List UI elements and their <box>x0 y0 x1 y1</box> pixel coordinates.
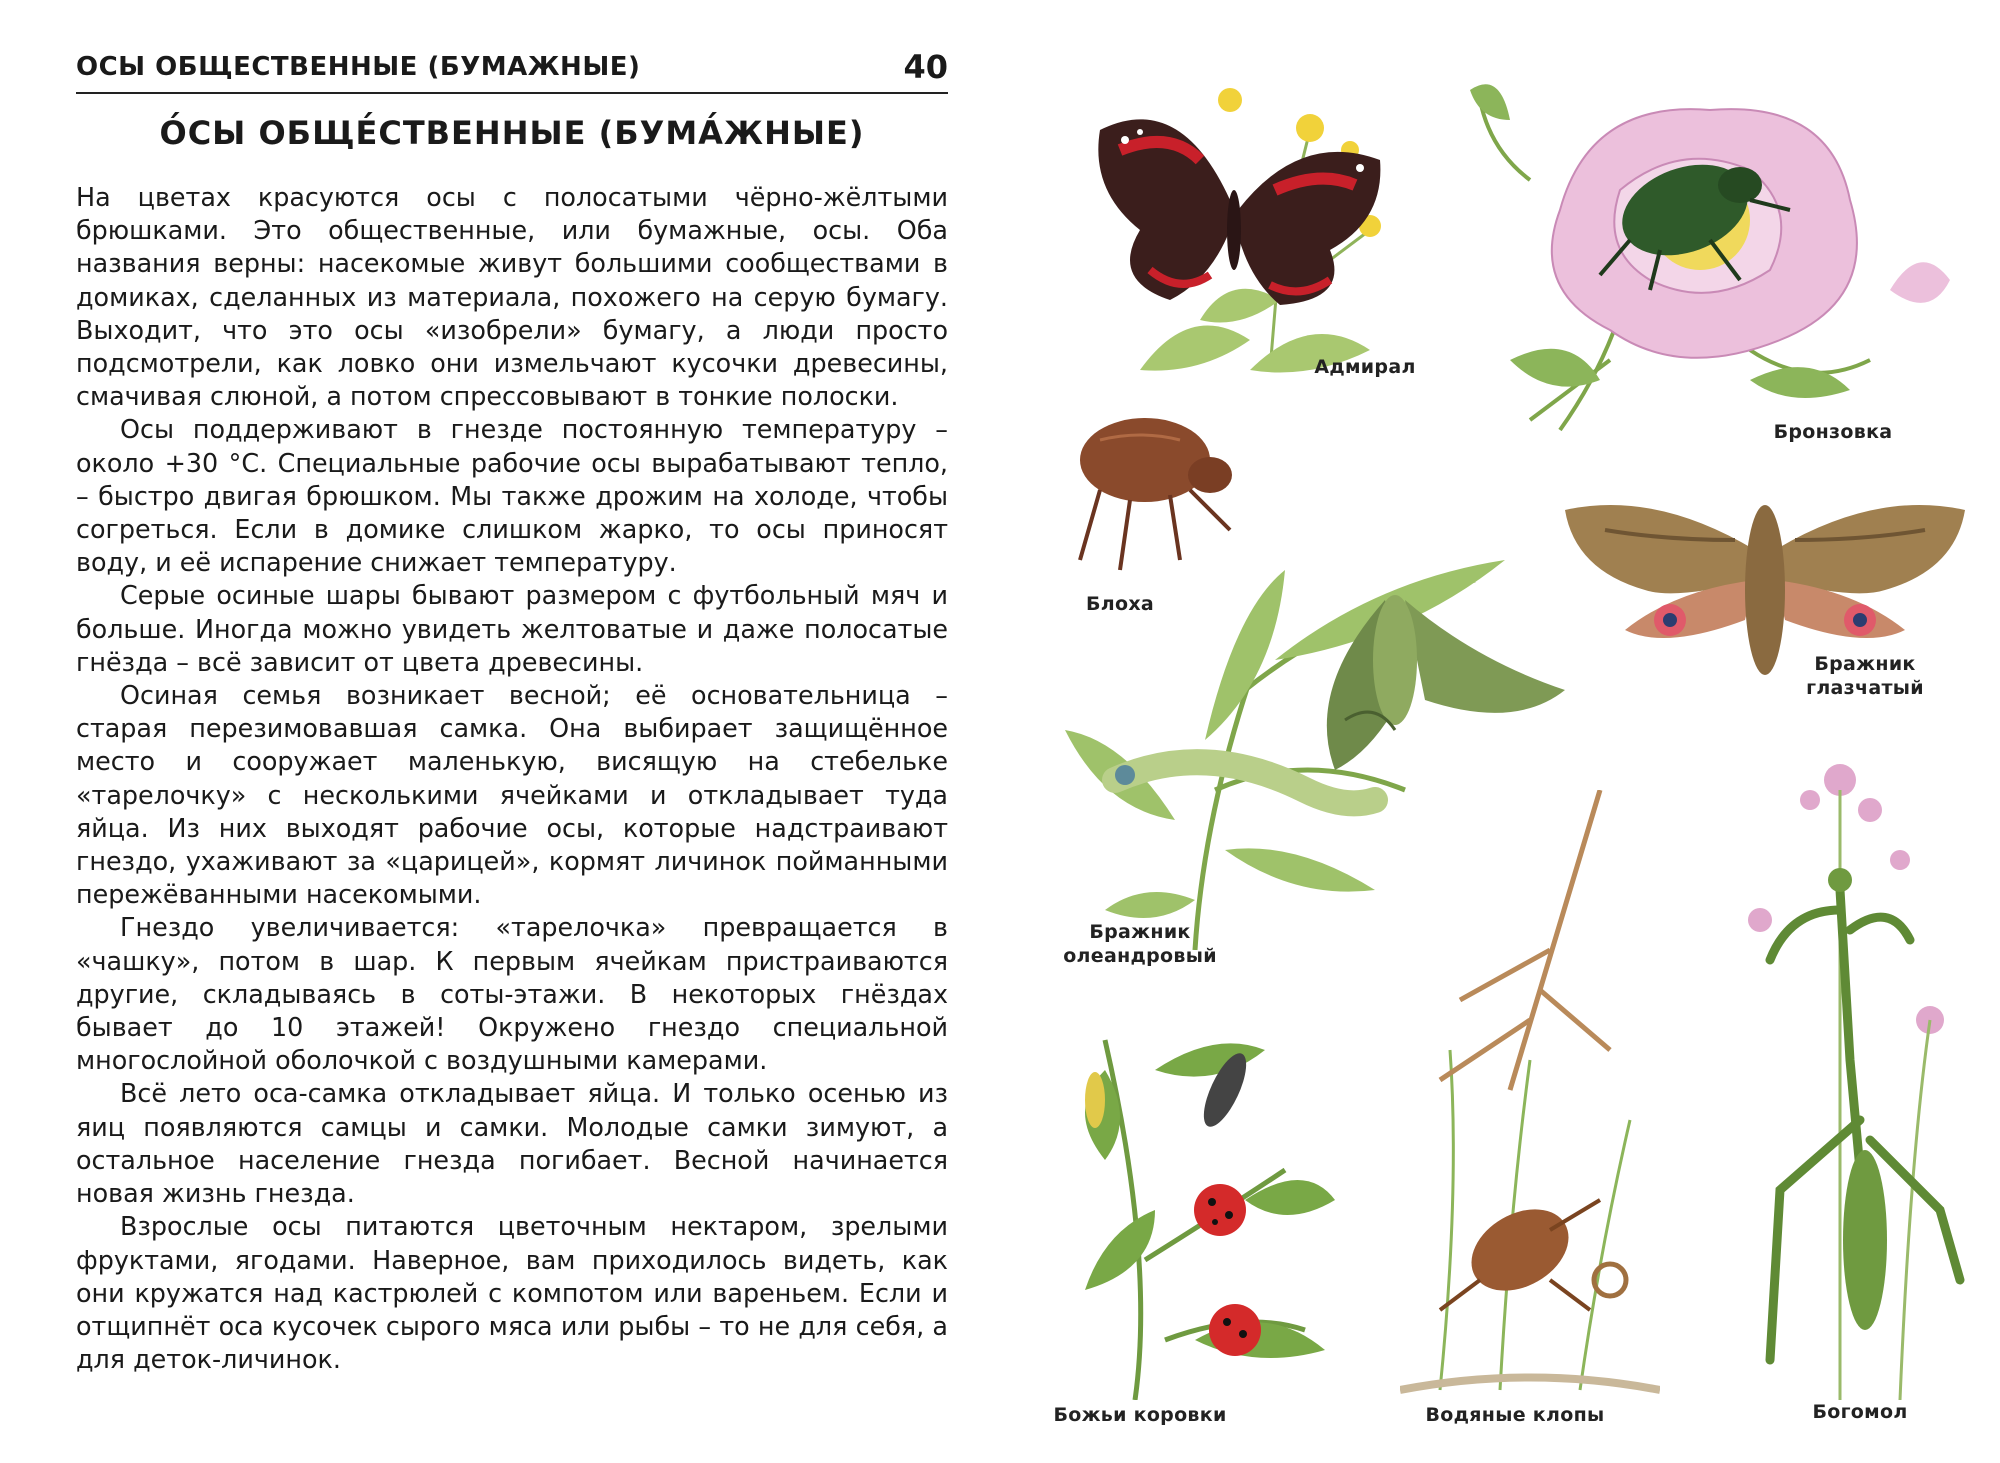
right-page <box>1000 0 2000 1463</box>
bronzovka-illustration <box>1450 60 1970 440</box>
water-scorpion <box>1440 1193 1600 1310</box>
page-number: 40 <box>903 48 948 86</box>
caption-line: Бражник <box>1089 921 1191 943</box>
chapter-title: О́СЫ ОБЩЕ́СТВЕННЫЕ (БУМА́ЖНЫЕ) <box>159 114 865 152</box>
paragraph: Осиная семья возникает весной; её основательница – старая перезимовавшая самка. Она выбирает защищённое место и сооружает маленькую, висящую на стебельке «тарелочку» с несколькими ячейками и откладывает туда яйца. Из них выходят рабочие осы, которые надстраивают гнездо, ухаживают за «царицей», кормят личинок пойманными пережёванными насекомыми. <box>76 680 948 910</box>
ladybird-bottom <box>1209 1304 1261 1356</box>
paragraph: Осы поддерживают в гнезде постоянную температуру – около +30 °С. Специальные рабочие осы вырабатывают тепло, – быстро двигая брюшком. Мы также дрожим на холоде, чтобы согреться. Если в домике слишком жарко, то осы приносят воду, и её испарение снижает температуру. <box>76 414 948 578</box>
caption-water-bugs: Водяные клопы <box>1425 1404 1605 1426</box>
ladybirds-illustration <box>1045 1010 1345 1400</box>
paragraph: На цветах красуются осы с полосатыми чёрно-жёлтыми брюшками. Это общественные, или бумажные, осы. Оба названия верны: насекомые живут большими сообществами в домиках, сделанных из материала, похожего на серую бумагу. Выходит, что это осы «изобрели» бумагу, а люди просто подсмотрели, как ловко они измельчают кусочки древесины, смачивая слюной, а потом спрессовывают в тонкие полоски. <box>76 182 948 412</box>
caption-admiral: Адмирал <box>1314 356 1416 378</box>
paragraph: Всё лето оса-самка откладывает яйца. И только осенью из яиц появляются самцы и самки. Молодые самки зимуют, а остальное население гнезда погибает. Весной начинается новая жизнь гнезда. <box>76 1078 948 1209</box>
caption-eyed-hawkmoth <box>1795 652 1935 700</box>
running-header <box>76 50 948 94</box>
article-body <box>76 181 948 1376</box>
caption-flea: Блоха <box>1085 593 1155 615</box>
caption-bronzovka: Бронзовка <box>1773 421 1893 443</box>
caption-line: глазчатый <box>1806 677 1924 699</box>
water-bugs-illustration <box>1400 790 1660 1400</box>
paragraph: Взрослые осы питаются цветочным нектаром, зрелыми фруктами, ягодами. Наверное, вам приходилось видеть, как они кружатся над кастрюлей с компотом или вареньем. Если и отщипнёт оса кусочек сырого мяса или рыбы – то не для себя, а для деток-личинок. <box>76 1211 948 1375</box>
running-title: ОСЫ ОБЩЕСТВЕННЫЕ (БУМАЖНЫЕ) <box>76 52 641 82</box>
admiral-butterfly-illustration <box>1080 70 1420 380</box>
caption-mantis: Богомол <box>1812 1401 1908 1423</box>
caption-line: олеандровый <box>1063 945 1217 967</box>
yellow-seed-head <box>1085 1072 1105 1128</box>
caption-oleander-hawkmoth <box>1060 920 1220 968</box>
mantis-illustration <box>1700 760 1990 1400</box>
stick-water-bug <box>1440 790 1610 1090</box>
ladybird-top <box>1194 1184 1246 1236</box>
caption-line: Бражник <box>1814 653 1916 675</box>
mantis-abdomen <box>1843 1150 1887 1330</box>
rose-bud <box>1890 262 1950 303</box>
paragraph: Гнездо увеличивается: «тарелочка» превращается в «чашку», потом в шар. К первым ячейкам пристраиваются другие, складываясь в соты-этажи. В некоторых гнёздах бывает до 10 этажей! Окружено гнездо специальной многослойной оболочкой с воздушными камерами. <box>76 912 948 1076</box>
caption-ladybirds: Божьи коровки <box>1053 1404 1227 1426</box>
paragraph: Серые осиные шары бывают размером с футбольный мяч и больше. Иногда можно увидеть желтоватые и даже полосатые гнёзда – всё зависит от цвета древесины. <box>76 580 948 677</box>
mantis-head <box>1828 868 1852 892</box>
butterfly-wings <box>1098 119 1380 305</box>
